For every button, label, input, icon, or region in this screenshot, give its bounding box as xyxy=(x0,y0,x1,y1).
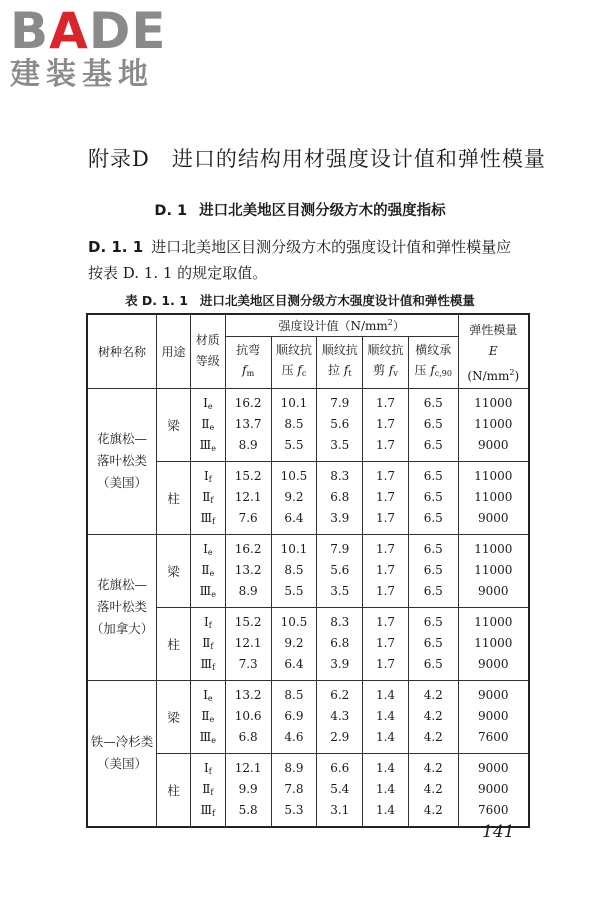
value-E: 11000 xyxy=(474,542,513,556)
value-fc90: 6.5 xyxy=(423,469,443,483)
value-cell-fm xyxy=(225,680,271,753)
value-fm: 15.2 xyxy=(234,615,262,629)
value-ft: 6.2 xyxy=(330,688,350,702)
value-fc90: 6.5 xyxy=(423,657,443,671)
value-cell-fm xyxy=(225,461,271,534)
value-fc90: 4.2 xyxy=(423,730,443,744)
value-fv: 1.7 xyxy=(375,438,396,452)
value-cell-fm xyxy=(225,534,271,607)
header-perpendicular xyxy=(408,336,458,388)
header-bending xyxy=(225,336,271,388)
value-E: 9000 xyxy=(478,688,509,702)
header-shear xyxy=(363,336,409,388)
grade-subscript: f xyxy=(210,496,214,505)
appendix-title: 附录D 进口的结构用材强度设计值和弹性模量 xyxy=(88,147,546,171)
grade-value xyxy=(191,685,225,706)
species-name-cell xyxy=(87,388,157,534)
value-fc: 6.4 xyxy=(284,511,304,525)
value-cell-E xyxy=(458,753,529,827)
grade-numeral: Ⅱ xyxy=(202,636,211,650)
value-cell-ft xyxy=(317,753,363,827)
grade-subscript: e xyxy=(207,548,213,557)
grade-cell xyxy=(190,607,225,680)
value-fc: 5.5 xyxy=(284,584,304,598)
value-fc: 8.9 xyxy=(284,761,304,775)
header-tension-symbol: f xyxy=(343,363,349,377)
value-E: 11000 xyxy=(474,490,513,504)
grade-numeral: Ⅰ xyxy=(203,688,208,702)
grade-subscript: e xyxy=(211,444,216,453)
value-cell-fc90 xyxy=(408,680,458,753)
brand-logo xyxy=(10,4,180,92)
header-grade xyxy=(190,314,225,388)
value-cell-fc xyxy=(271,461,317,534)
grade-numeral: Ⅱ xyxy=(201,709,210,723)
value-fc90: 6.5 xyxy=(423,636,443,650)
grade-value xyxy=(191,581,225,602)
value-cell-fm xyxy=(225,753,271,827)
grade-numeral: Ⅲ xyxy=(199,730,212,744)
value-fv: 1.7 xyxy=(375,563,396,577)
header-strength-sup: 2 xyxy=(387,317,393,327)
value-ft: 3.9 xyxy=(330,657,350,671)
header-perpendicular-symbol: f xyxy=(430,363,435,377)
value-fv: 1.7 xyxy=(375,417,396,431)
header-grade-line2: 等级 xyxy=(195,354,220,369)
value-fv: 1.4 xyxy=(375,709,396,723)
value-fc90: 4.2 xyxy=(423,761,443,775)
value-cell-fc90 xyxy=(408,461,458,534)
grade-value xyxy=(191,414,225,435)
value-fm: 8.9 xyxy=(238,584,258,598)
grade-numeral: Ⅱ xyxy=(201,563,210,577)
value-E: 9000 xyxy=(478,761,509,775)
value-fc: 7.8 xyxy=(284,782,304,796)
value-E: 11000 xyxy=(474,636,513,650)
table-body xyxy=(87,388,529,827)
value-cell-fc90 xyxy=(408,534,458,607)
value-fm: 13.2 xyxy=(234,688,262,702)
section-number: D. 1 xyxy=(154,203,188,219)
species-name-cell xyxy=(87,534,157,680)
grade-numeral: Ⅰ xyxy=(203,542,208,556)
value-ft: 8.3 xyxy=(330,469,350,483)
value-ft: 6.6 xyxy=(330,761,350,775)
value-cell-fc90 xyxy=(408,607,458,680)
value-fv: 1.4 xyxy=(375,803,396,817)
grade-numeral: Ⅲ xyxy=(199,584,212,598)
grade-cell xyxy=(190,388,225,461)
value-cell-fc xyxy=(271,680,317,753)
value-fc: 10.1 xyxy=(280,396,308,410)
value-fm: 12.1 xyxy=(234,761,262,775)
header-tension-sub: t xyxy=(348,369,352,378)
value-cell-ft xyxy=(317,461,363,534)
value-E: 9000 xyxy=(478,438,509,452)
grade-value xyxy=(191,612,225,633)
value-fc: 4.6 xyxy=(284,730,304,744)
value-E: 11000 xyxy=(474,563,513,577)
grade-numeral: Ⅰ xyxy=(203,761,209,775)
header-compression-symbol: f xyxy=(297,363,302,377)
value-cell-E xyxy=(458,534,529,607)
logo-letter: B xyxy=(10,2,50,60)
value-fv: 1.7 xyxy=(375,636,396,650)
grade-cell xyxy=(190,680,225,753)
value-ft: 5.4 xyxy=(330,782,350,796)
value-cell-fc xyxy=(271,753,317,827)
value-E: 11000 xyxy=(474,396,513,410)
grade-numeral: Ⅱ xyxy=(202,490,211,504)
header-shear-symbol: f xyxy=(388,363,394,377)
value-fv: 1.7 xyxy=(375,469,396,483)
grade-subscript: f xyxy=(210,788,214,797)
species-name-line: 落叶松类 xyxy=(97,453,148,468)
header-strength-text: 强度设计值（N/mm xyxy=(278,318,388,333)
value-fv: 1.4 xyxy=(375,730,396,744)
value-E: 11000 xyxy=(474,469,513,483)
header-perpendicular-line1: 横纹承 xyxy=(415,343,452,357)
value-fm: 16.2 xyxy=(234,396,262,410)
header-modulus-symbol: E xyxy=(488,343,498,358)
species-name-cell xyxy=(87,680,157,827)
strength-table xyxy=(86,313,530,828)
value-cell-ft xyxy=(317,607,363,680)
grade-numeral: Ⅱ xyxy=(201,417,210,431)
header-use: 用途 xyxy=(157,314,191,388)
table-row xyxy=(87,388,529,461)
value-E: 9000 xyxy=(478,782,509,796)
value-fc90: 4.2 xyxy=(423,782,443,796)
value-E: 11000 xyxy=(474,615,513,629)
use-cell: 梁 xyxy=(157,680,191,753)
use-cell: 柱 xyxy=(157,753,191,827)
grade-subscript: e xyxy=(207,694,213,703)
grade-numeral: Ⅲ xyxy=(200,803,213,817)
grade-value xyxy=(191,466,225,487)
value-fc90: 6.5 xyxy=(423,563,443,577)
value-cell-fc90 xyxy=(408,753,458,827)
grade-subscript: f xyxy=(208,475,212,484)
value-fc90: 4.2 xyxy=(423,803,443,817)
value-fc: 10.5 xyxy=(280,469,308,483)
value-cell-ft xyxy=(317,680,363,753)
value-ft: 7.9 xyxy=(330,542,350,556)
value-ft: 7.9 xyxy=(330,396,350,410)
value-fm: 16.2 xyxy=(234,542,262,556)
value-fm: 13.2 xyxy=(234,563,262,577)
grade-value xyxy=(191,539,225,560)
table-caption xyxy=(0,291,600,309)
use-cell: 柱 xyxy=(157,461,191,534)
grade-subscript: f xyxy=(212,517,216,526)
header-compression xyxy=(271,336,317,388)
clause-number: D. 1. 1 xyxy=(88,238,144,256)
value-E: 9000 xyxy=(478,511,509,525)
value-E: 9000 xyxy=(478,657,509,671)
logo-subtitle: 建装基地 xyxy=(10,57,154,92)
grade-subscript: f xyxy=(210,642,214,651)
grade-subscript: f xyxy=(212,809,216,818)
header-strength-group xyxy=(225,314,458,336)
header-tension-pre: 拉 xyxy=(328,363,344,377)
table-number: 表 D. 1. 1 xyxy=(125,293,188,308)
species-name-line: （美国） xyxy=(97,756,148,771)
species-name-line: 花旗松— xyxy=(97,431,148,446)
grade-numeral: Ⅰ xyxy=(203,396,208,410)
species-name-line: （美国） xyxy=(97,475,148,490)
grade-subscript: f xyxy=(208,621,212,630)
grade-numeral: Ⅲ xyxy=(200,511,213,525)
grade-subscript: e xyxy=(211,590,216,599)
value-fv: 1.4 xyxy=(375,782,396,796)
value-cell-E xyxy=(458,388,529,461)
value-fc: 6.9 xyxy=(284,709,304,723)
value-fm: 15.2 xyxy=(234,469,262,483)
logo-letters: DE xyxy=(88,2,167,60)
value-fm: 6.8 xyxy=(238,730,258,744)
species-name-line: （加拿大） xyxy=(90,621,154,636)
grade-value xyxy=(191,654,225,675)
grade-value xyxy=(191,706,225,727)
value-fm: 5.8 xyxy=(238,803,258,817)
header-compression-pre: 压 xyxy=(281,363,298,377)
value-fc90: 6.5 xyxy=(423,542,443,556)
value-cell-E xyxy=(458,607,529,680)
value-fv: 1.7 xyxy=(375,511,396,525)
value-fv: 1.7 xyxy=(375,584,396,598)
value-fc: 8.5 xyxy=(284,417,304,431)
value-cell-fc xyxy=(271,534,317,607)
value-fc: 9.2 xyxy=(284,636,304,650)
header-shear-sub: v xyxy=(393,369,398,378)
grade-value xyxy=(191,727,225,748)
value-fv: 1.4 xyxy=(375,761,396,775)
value-fm: 8.9 xyxy=(238,438,258,452)
grade-numeral: Ⅱ xyxy=(202,782,211,796)
grade-value xyxy=(191,393,225,414)
grade-value xyxy=(191,779,225,800)
grade-cell xyxy=(190,461,225,534)
value-E: 9000 xyxy=(478,709,509,723)
grade-value xyxy=(191,560,225,581)
value-fc90: 4.2 xyxy=(423,709,443,723)
table-title: 进口北美地区目测分级方木强度设计值和弹性模量 xyxy=(199,293,475,308)
value-ft: 3.9 xyxy=(330,511,350,525)
value-fm: 12.1 xyxy=(234,636,262,650)
header-tension xyxy=(317,336,363,388)
value-fc: 10.1 xyxy=(280,542,308,556)
grade-numeral: Ⅲ xyxy=(199,438,212,452)
grade-subscript: e xyxy=(211,736,216,745)
value-ft: 6.8 xyxy=(330,636,350,650)
grade-value xyxy=(191,800,225,821)
header-bending-symbol: f xyxy=(242,363,247,377)
value-fc90: 6.5 xyxy=(423,490,443,504)
header-compression-sub: c xyxy=(301,369,307,378)
grade-value xyxy=(191,758,225,779)
value-fv: 1.4 xyxy=(375,688,396,702)
clause-text-line2: 按表 D. 1. 1 的规定取值。 xyxy=(88,264,268,282)
value-fv: 1.7 xyxy=(375,657,396,671)
value-fm: 9.9 xyxy=(238,782,258,796)
grade-subscript: e xyxy=(209,715,215,724)
table-row xyxy=(87,680,529,753)
value-fc90: 6.5 xyxy=(423,438,443,452)
value-E: 7600 xyxy=(478,730,509,744)
value-ft: 5.6 xyxy=(330,417,350,431)
table-row xyxy=(87,534,529,607)
clause-text-line1: 进口北美地区目测分级方木的强度设计值和弹性模量应 xyxy=(151,238,512,256)
value-ft: 2.9 xyxy=(330,730,350,744)
value-fc90: 6.5 xyxy=(423,511,443,525)
header-modulus-unit-post: ) xyxy=(514,368,520,383)
clause-paragraph xyxy=(88,234,548,286)
grade-cell xyxy=(190,534,225,607)
section-title: 进口北美地区目测分级方木的强度指标 xyxy=(199,203,446,219)
value-fc: 8.5 xyxy=(284,563,304,577)
value-cell-fv xyxy=(363,461,409,534)
value-cell-ft xyxy=(317,534,363,607)
grade-value xyxy=(191,487,225,508)
value-cell-fc90 xyxy=(408,388,458,461)
species-name-line: 花旗松— xyxy=(97,577,148,592)
value-cell-ft xyxy=(317,388,363,461)
header-tension-line1: 顺纹抗 xyxy=(321,343,358,357)
header-perpendicular-sub: c,90 xyxy=(434,369,452,378)
header-perpendicular-pre: 压 xyxy=(414,363,431,377)
value-ft: 3.5 xyxy=(330,438,350,452)
value-cell-E xyxy=(458,680,529,753)
value-ft: 8.3 xyxy=(330,615,350,629)
use-cell: 梁 xyxy=(157,388,191,461)
header-modulus-unit xyxy=(459,362,528,383)
grade-numeral: Ⅲ xyxy=(200,657,213,671)
header-strength-close: ） xyxy=(392,318,405,333)
value-fv: 1.7 xyxy=(375,490,396,504)
grade-numeral: Ⅰ xyxy=(203,469,209,483)
value-fc90: 6.5 xyxy=(423,615,443,629)
grade-subscript: f xyxy=(208,767,212,776)
value-E: 11000 xyxy=(474,417,513,431)
header-bending-sub: m xyxy=(246,369,255,378)
value-fv: 1.7 xyxy=(375,396,396,410)
value-ft: 4.3 xyxy=(330,709,350,723)
species-name-line: 落叶松类 xyxy=(97,599,148,614)
value-ft: 6.8 xyxy=(330,490,350,504)
value-fm: 13.7 xyxy=(234,417,262,431)
grade-subscript: e xyxy=(209,569,215,578)
value-cell-fc xyxy=(271,388,317,461)
value-cell-fv xyxy=(363,680,409,753)
value-cell-E xyxy=(458,461,529,534)
value-fm: 12.1 xyxy=(234,490,262,504)
header-modulus xyxy=(458,314,529,388)
value-fc: 6.4 xyxy=(284,657,304,671)
value-fv: 1.7 xyxy=(375,542,396,556)
value-ft: 3.5 xyxy=(330,584,350,598)
value-fm: 7.6 xyxy=(238,511,258,525)
grade-subscript: e xyxy=(207,402,213,411)
value-fc: 5.3 xyxy=(284,803,304,817)
value-E: 9000 xyxy=(478,584,509,598)
value-fc: 8.5 xyxy=(284,688,304,702)
grade-subscript: e xyxy=(209,423,215,432)
header-compression-line1: 顺纹抗 xyxy=(275,343,312,357)
value-cell-fv xyxy=(363,534,409,607)
value-cell-fv xyxy=(363,388,409,461)
grade-subscript: f xyxy=(212,663,216,672)
value-cell-fm xyxy=(225,388,271,461)
grade-numeral: Ⅰ xyxy=(203,615,209,629)
value-ft: 3.1 xyxy=(330,803,350,817)
value-fc: 10.5 xyxy=(280,615,308,629)
value-ft: 5.6 xyxy=(330,563,350,577)
header-bending-line1: 抗弯 xyxy=(236,343,261,357)
value-fc: 9.2 xyxy=(284,490,304,504)
header-grade-line1: 材质 xyxy=(195,333,220,348)
value-cell-fm xyxy=(225,607,271,680)
header-modulus-unit-pre: (N/mm xyxy=(467,368,510,383)
value-fc90: 6.5 xyxy=(423,417,443,431)
section-heading xyxy=(0,199,600,220)
header-modulus-unit-sup: 2 xyxy=(509,367,515,377)
value-fm: 7.3 xyxy=(238,657,258,671)
header-species: 树种名称 xyxy=(87,314,157,388)
value-fv: 1.7 xyxy=(375,615,396,629)
grade-cell xyxy=(190,753,225,827)
value-fc90: 6.5 xyxy=(423,396,443,410)
header-shear-pre: 剪 xyxy=(373,363,389,377)
value-E: 7600 xyxy=(478,803,509,817)
value-fm: 10.6 xyxy=(234,709,262,723)
value-cell-fv xyxy=(363,753,409,827)
grade-value xyxy=(191,633,225,654)
value-cell-fc xyxy=(271,607,317,680)
species-name-line: 铁—冷杉类 xyxy=(90,734,154,749)
value-cell-fv xyxy=(363,607,409,680)
grade-value xyxy=(191,508,225,529)
grade-value xyxy=(191,435,225,456)
value-fc90: 4.2 xyxy=(423,688,443,702)
value-fc: 5.5 xyxy=(284,438,304,452)
page-number: 141 xyxy=(482,822,515,842)
logo-accent-letter: A xyxy=(49,2,89,60)
header-modulus-line1: 弹性模量 xyxy=(469,322,518,337)
value-fc90: 6.5 xyxy=(423,584,443,598)
logo-wordmark xyxy=(10,4,180,58)
header-shear-line1: 顺纹抗 xyxy=(367,343,404,357)
use-cell: 柱 xyxy=(157,607,191,680)
use-cell: 梁 xyxy=(157,534,191,607)
